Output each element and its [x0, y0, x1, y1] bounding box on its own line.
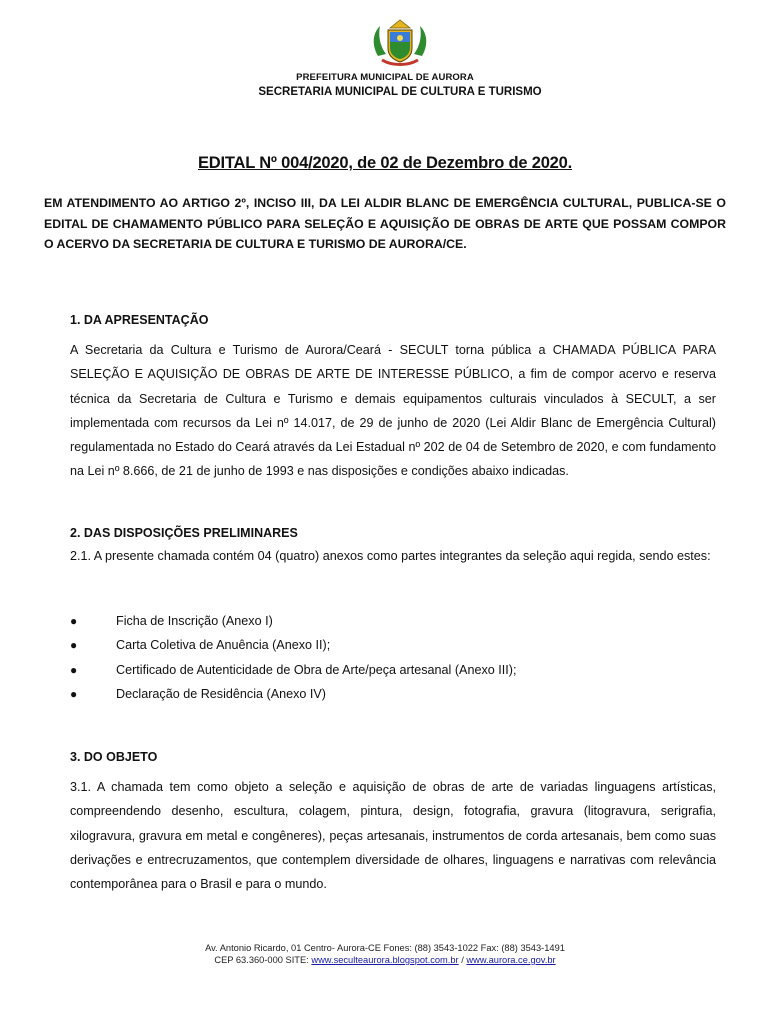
secretariat-name: SECRETARIA MUNICIPAL DE CULTURA E TURISMO [258, 86, 542, 98]
section-2-text: 2.1. A presente chamada contém 04 (quatro) anexos como partes integrantes da seleção aqui regida, sendo estes: [70, 549, 711, 563]
section-2-heading: 2. DAS DISPOSIÇÕES PRELIMINARES [70, 526, 298, 540]
footer-address: Av. Antonio Ricardo, 01 Centro- Aurora-CE Fones: (88) 3543-1022 Fax: (88) 3543-1491 [205, 943, 565, 953]
gov-site-link[interactable]: www.aurora.ce.gov.br [466, 955, 556, 965]
page-footer [0, 942, 770, 966]
list-item: ● Ficha de Inscrição (Anexo I) [70, 611, 716, 635]
section-3-heading: 3. DO OBJETO [70, 750, 158, 764]
blog-link[interactable]: www.seculteaurora.blogspot.com.br [311, 955, 459, 965]
section-3-text: 3.1. A chamada tem como objeto a seleção e aquisição de obras de arte de variadas linguagens artísticas, compreendendo desenho, escultura, colagem, pintura, design, fotografia, gravura (litogravura, serigrafia, xilogravura, gravura em metal e congêneres), peças artesanais, instrumentos de corda artesanais, bem como suas derivações e entrecruzamentos, que contemplem diversidade de olhares, linguagens e narrativas com relevância contemporânea para o Brasil e para o mundo. [70, 780, 716, 892]
bullet-icon: ● [70, 662, 78, 677]
section-1-heading: 1. DA APRESENTAÇÃO [70, 313, 209, 327]
list-item: ● Carta Coletiva de Anuência (Anexo II); [70, 635, 716, 659]
bullet-icon: ● [70, 614, 78, 628]
list-item: ● Declaração de Residência (Anexo IV) [70, 684, 716, 708]
bullet-icon: ● [70, 686, 78, 701]
bullet-icon: ● [70, 638, 78, 653]
section-1-text: A Secretaria da Cultura e Turismo de Aurora/Ceará - SECULT torna pública a CHAMADA PÚBLICA PARA SELEÇÃO E AQUISIÇÃO DE OBRAS DE ARTE DE INTERESSE PÚBLICO, a fim de compor acervo e reserva técnica da Secretaria de Cultura e Turismo e demais equipamentos culturais vinculados à SECULT, a ser implementada com recursos da Lei nº 14.017, de 29 de junho de 2020 (Lei Aldir Blanc de Emergência Cultural) regulamentada no Estado do Ceará através da Lei Estadual nº 202 de 04 de Setembro de 2020, e com fundamento na Lei nº 8.666, de 21 de junho de 1993 e nas disposições e condições abaixo indicadas. [70, 343, 716, 479]
intro-paragraph: EM ATENDIMENTO AO ARTIGO 2º, INCISO III, DA LEI ALDIR BLANC DE EMERGÊNCIA CULTURAL, PUBLICA-SE O EDITAL DE CHAMAMENTO PÚBLICO PARA SELEÇÃO E AQUISIÇÃO DE OBRAS DE ARTE QUE POSSAM COMPOR O ACERVO DA SECRETARIA DE CULTURA E TURISMO DE AURORA/CE. [44, 196, 726, 251]
municipal-crest-icon [368, 16, 432, 68]
list-item: ● Certificado de Autenticidade de Obra de Arte/peça artesanal (Anexo III); [70, 660, 716, 684]
annex-list [70, 611, 716, 708]
edital-title: EDITAL Nº 004/2020, de 02 de Dezembro de 2020. [197, 154, 573, 172]
municipality-name: PREFEITURA MUNICIPAL DE AURORA [296, 72, 474, 83]
footer-site-line: CEP 63.360-000 SITE: www.seculteaurora.blogspot.com.br / www.aurora.ce.gov.br [214, 955, 556, 965]
